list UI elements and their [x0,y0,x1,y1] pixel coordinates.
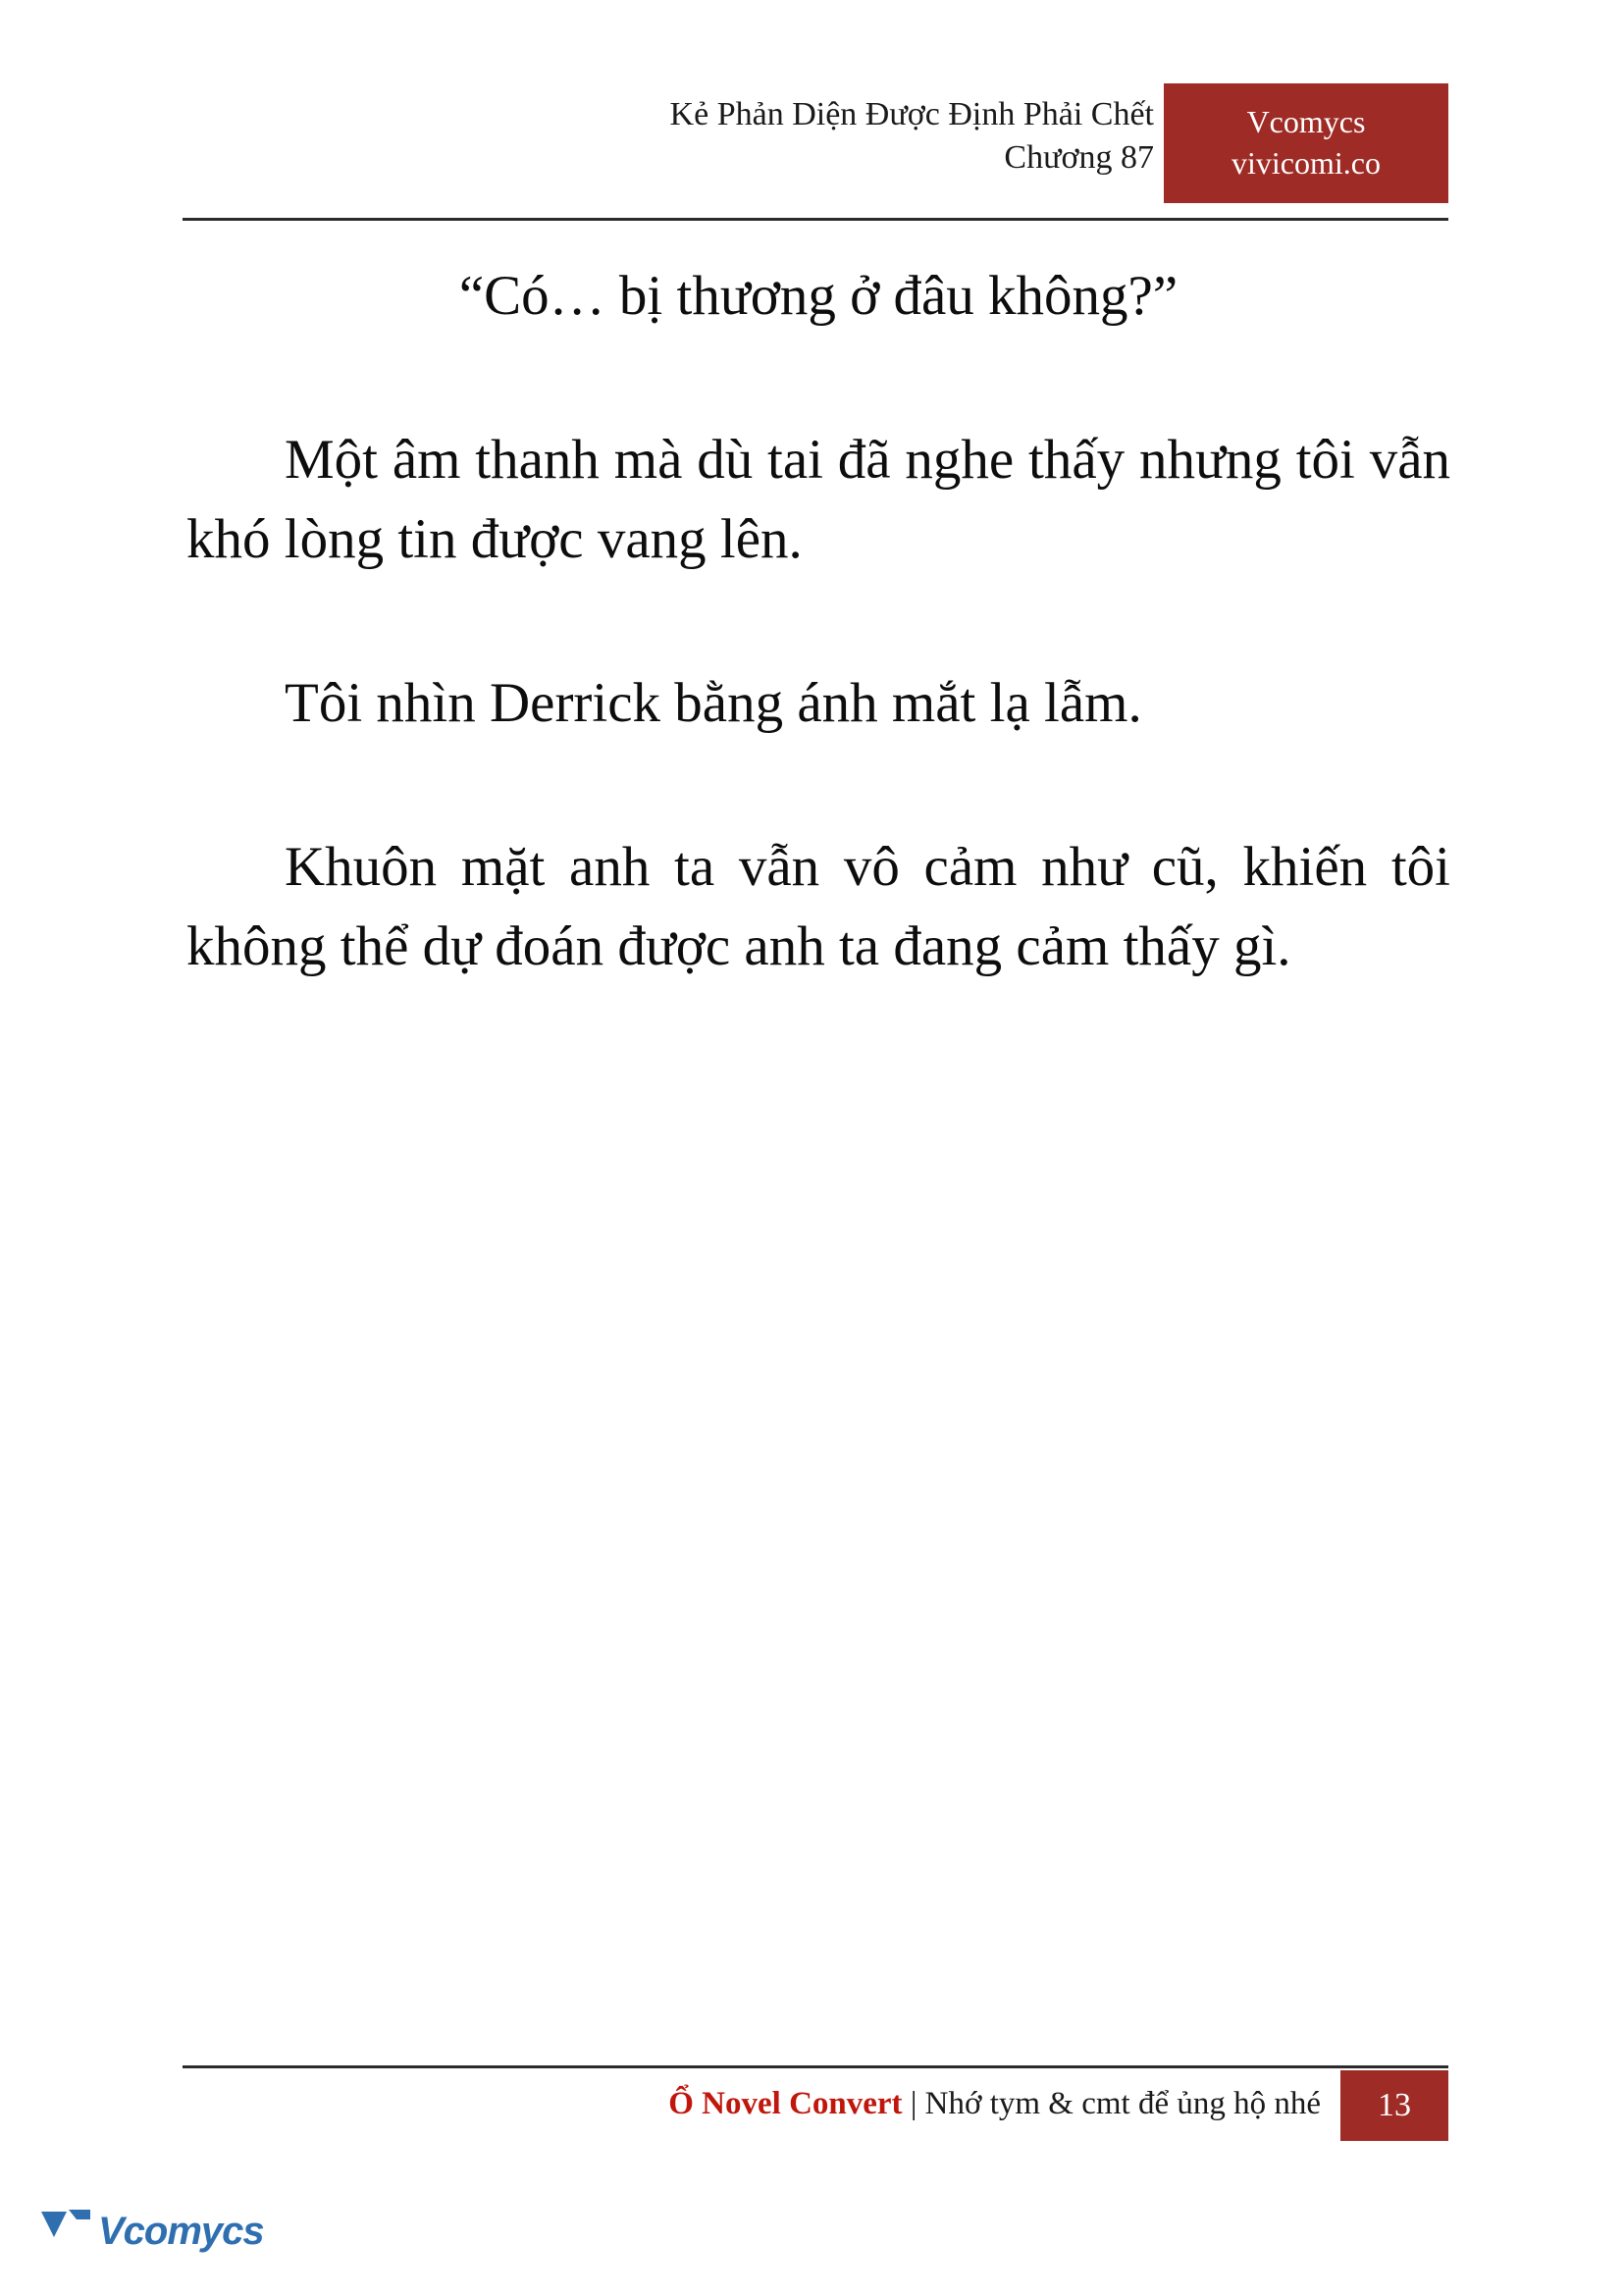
vcomycs-logo-icon [39,2208,92,2255]
chapter-label: Chương 87 [1004,138,1154,176]
book-title: Kẻ Phản Diện Được Định Phải Chết [669,96,1154,132]
vcomycs-logo-text: Vcomycs [98,2210,264,2253]
paragraph: Một âm thanh mà dù tai đã nghe thấy nhưng tôi vẫn khó lòng tin được vang lên. [186,428,1450,570]
header-divider [183,218,1448,221]
paragraph-dialogue: “Có… bị thương ở đâu không?” [458,265,1179,327]
footer-divider [183,2065,1448,2068]
header-title-block [670,93,1154,179]
page-number: 13 [1340,2070,1448,2141]
footer-separator: | [902,2086,925,2121]
page-content [186,257,1450,987]
publisher-badge [1164,83,1448,203]
publisher-site: vivicomi.co [1231,145,1381,181]
footer-note: Nhớ tym & cmt để ủng hộ nhé [924,2086,1321,2121]
page-footer [183,2078,1448,2149]
footer-credit [668,2086,1321,2122]
publisher-name: Vcomycs [1246,104,1366,140]
page-header [183,93,1448,213]
paragraph: Khuôn mặt anh ta vẫn vô cảm như cũ, khiến tôi không thể dự đoán được anh ta đang cảm thấy gì. [186,835,1450,977]
paragraph: Tôi nhìn Derrick bằng ánh mắt lạ lẫm. [285,671,1142,734]
vcomycs-watermark [39,2196,265,2267]
footer-brand: Ổ Novel Convert [668,2086,903,2121]
